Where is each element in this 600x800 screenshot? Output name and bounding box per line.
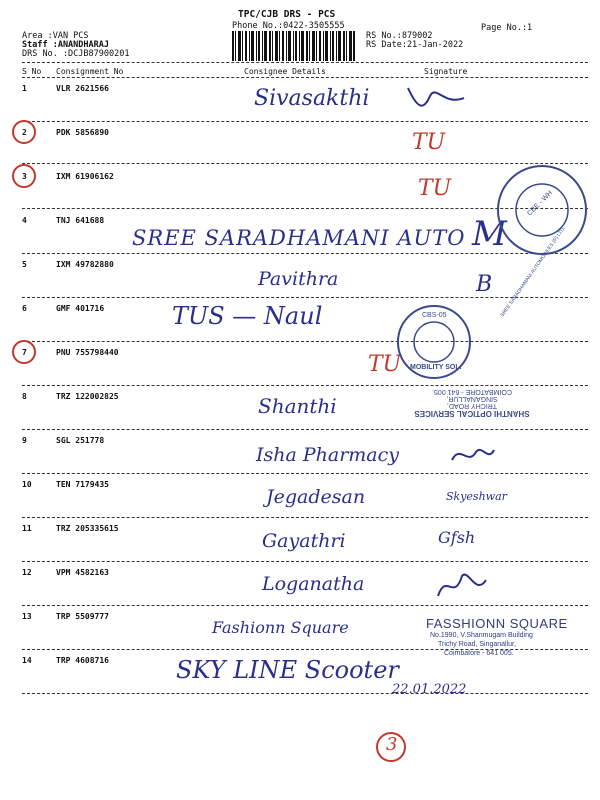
row-divider: [22, 473, 588, 474]
handwritten-date: 22.01.2022: [392, 682, 467, 697]
row-sno: 2: [22, 128, 27, 137]
row-sno: 8: [22, 392, 27, 401]
row-sno: 14: [22, 656, 32, 665]
handwritten-signature: Gfsh: [438, 528, 476, 547]
row-sno: 13: [22, 612, 32, 621]
fasshionn-stamp-line: Trichy Road, Singanallur,: [438, 641, 516, 648]
handwritten-consignee: Pavithra: [258, 268, 339, 290]
handwritten-consignee: Loganatha: [262, 573, 365, 595]
handwritten-signature: Skyeshwar: [446, 490, 507, 503]
handwritten-consignee: Sivasakthi: [254, 86, 370, 111]
bottom-circle-number: 3: [386, 734, 398, 755]
handwritten-consignee: Fashionn Square: [212, 618, 349, 637]
phone-number: Phone No.:0422-3505555: [232, 21, 345, 31]
handwritten-signature: M: [472, 214, 507, 254]
row-sno: 3: [22, 172, 27, 181]
handwritten-signature: TU: [412, 130, 446, 155]
shanthi-stamp-line: COIMBATORE - 641 005.: [432, 388, 512, 395]
shanthi-stamp-line: SHANTHI OPTICAL SERVICES: [414, 409, 530, 418]
row-divider: [22, 561, 588, 562]
handwritten-consignee: Shanthi: [258, 394, 337, 418]
rs-number: RS No.:879002: [366, 31, 433, 41]
header-rule-top: [22, 62, 588, 63]
row-sno: 11: [22, 524, 32, 533]
row-sno: 1: [22, 84, 27, 93]
barcode-image: [232, 31, 356, 61]
row-consignment: IXM 49782880: [56, 260, 114, 269]
fasshionn-stamp-line: No.1990, V.Shanmugam Building: [430, 632, 533, 639]
red-circle-mark: [12, 120, 36, 144]
row-consignment: TRP 5509777: [56, 612, 109, 621]
row-consignment: SGL 251778: [56, 436, 105, 445]
row-consignment: TNJ 641688: [56, 216, 105, 225]
drs-number: DRS No. :DCJB87900201: [22, 49, 130, 59]
sree-stamp-label: SREE SARADHAMANI AUTOMOBILES (P) LTD.: [499, 225, 567, 319]
row-divider: [22, 429, 588, 430]
row-sno: 9: [22, 436, 27, 445]
sree-stamp-sub: CBE - WH: [526, 189, 555, 218]
row-divider: [22, 517, 588, 518]
shanthi-stamp: [382, 388, 562, 418]
mobility-stamp-code: CBS-05: [422, 312, 447, 319]
mobility-stamp-label: MOBILITY SOL.: [410, 364, 462, 371]
handwritten-signature: B: [476, 272, 493, 297]
row-consignment: TEN 7179435: [56, 480, 109, 489]
signature-scribble: [432, 566, 492, 606]
handwritten-signature: TU: [418, 176, 452, 201]
row-divider: [22, 605, 588, 606]
row-sno: 12: [22, 568, 32, 577]
signature-scribble: [400, 80, 470, 120]
row-consignment: GMF 401716: [56, 304, 105, 313]
document-title: TPC/CJB DRS - PCS: [238, 9, 336, 20]
handwritten-consignee: Isha Pharmacy: [256, 444, 400, 466]
shanthi-stamp-line: SINGANALLUR,: [446, 395, 498, 402]
column-signature: Signature: [424, 67, 468, 76]
fasshionn-stamp-name: FASSHIONN SQUARE: [426, 616, 568, 631]
handwritten-consignee: SKY LINE Scooter: [176, 656, 399, 684]
row-consignment: VLR 2621566: [56, 84, 109, 93]
row-divider: [22, 121, 588, 122]
header-rule-bottom: [22, 77, 588, 78]
red-circle-mark: [12, 164, 36, 188]
red-circle-mark: [12, 340, 36, 364]
row-divider: [22, 297, 588, 298]
rs-date: RS Date:21-Jan-2022: [366, 40, 464, 50]
area-field: Area :VAN PCS: [22, 31, 89, 41]
row-divider: [22, 385, 588, 386]
row-sno: 5: [22, 260, 27, 269]
handwritten-consignee: SREE SARADHAMANI AUTO: [132, 226, 466, 250]
row-consignment: TRZ 122002825: [56, 392, 119, 401]
shanthi-stamp-line: TRICHY ROAD,: [446, 402, 498, 409]
row-consignment: VPM 4582163: [56, 568, 109, 577]
column-consignee: Consignee Details: [244, 67, 326, 76]
handwritten-consignee: Gayathri: [262, 530, 346, 552]
row-sno: 6: [22, 304, 27, 313]
row-sno: 4: [22, 216, 27, 225]
row-consignment: PDK 5856890: [56, 128, 109, 137]
column-consignment: Consignment No: [56, 67, 124, 76]
row-divider: [22, 341, 588, 342]
row-consignment: TRZ 205335615: [56, 524, 119, 533]
column-sno: S No: [22, 67, 42, 76]
row-consignment: TRP 4608716: [56, 656, 109, 665]
staff-field: Staff :ANANDHARAJ: [22, 40, 109, 50]
signature-scribble: [448, 440, 498, 468]
handwritten-consignee: Jegadesan: [266, 486, 366, 508]
handwritten-signature: TU: [368, 352, 402, 377]
row-consignment: PNU 755798440: [56, 348, 119, 357]
handwritten-consignee: TUS — Naul: [172, 302, 323, 330]
row-divider: [22, 693, 588, 694]
row-consignment: IXM 61906162: [56, 172, 114, 181]
row-sno: 7: [22, 348, 27, 357]
row-sno: 10: [22, 480, 32, 489]
fasshionn-stamp-line: Coimbatore - 641 005.: [444, 650, 514, 657]
page-number: Page No.:1: [481, 23, 533, 33]
